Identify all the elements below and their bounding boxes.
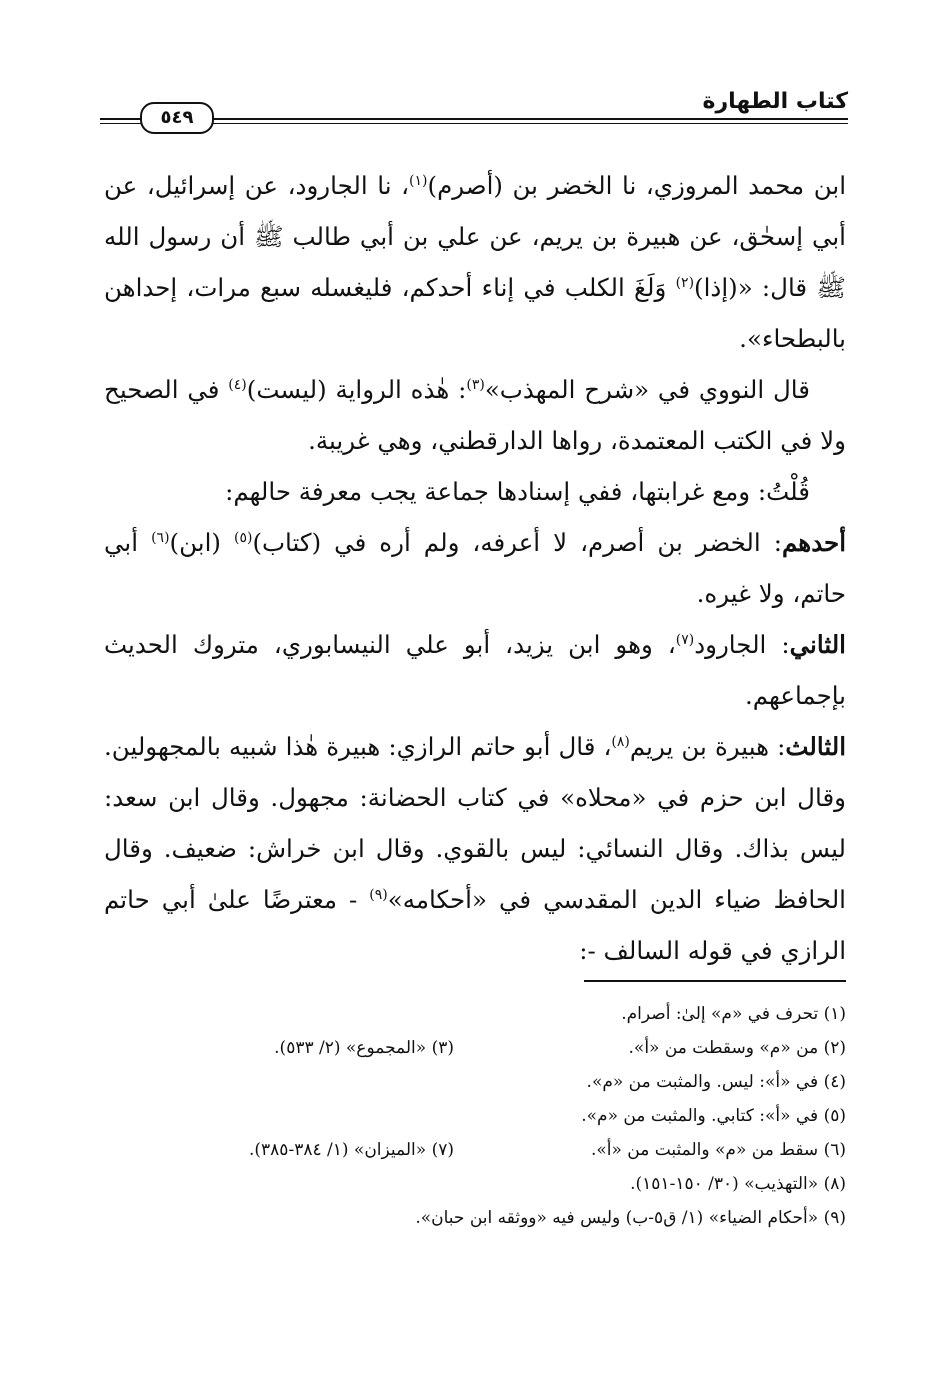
text-run: (ابن) [169,528,234,557]
paragraph-2 [104,364,846,466]
paragraph-3 [104,466,846,517]
footnote-row [104,1065,846,1099]
paragraph-5 [104,619,846,721]
page-header [100,88,848,128]
footnote-4: (٤) في «أ»: ليس. والمثبت من «م». [586,1072,846,1092]
footnote-9: (٩) «أحكام الضياء» (١/ ق٥-ب) وليس فيه «ووثقه ابن حبان». [415,1208,846,1228]
paragraph-lead: الثاني [789,630,846,659]
text-run: : الخضر بن أصرم، لا أعرفه، ولم أره في (كتاب) [252,528,782,557]
text-run: ، وهو ابن يزيد، أبو علي النيسابوري، متروك الحديث بإجماعهم. [104,630,846,710]
text-run: ، قال أبو حاتم الرازي: هبيرة هٰذا شبيه بالمجهولين. وقال ابن حزم في «محلاه» في كتاب الحضانة: مجهول. وقال ابن سعد: ليس بذاك. وقال النسائي: ليس بالقوي. وقال ابن خراش: ضعيف. وقال الحافظ ضياء الدين المقدسي في «أحكامه» [104,732,846,914]
footnote-ref: (٦) [151,529,170,546]
footnote-row [104,997,846,1031]
text-run: ، نا الجارود، عن إسرائيل، عن أبي إسحٰق، عن هبيرة بن يريم، عن علي بن أبي طالب ﷺ أن رسول الله ﷺ قال: «(إذا) [104,171,846,302]
footnote-2: (٢) من «م» وسقطت من «أ». [628,1038,846,1058]
text-run: أبي حاتم، ولا غيره. [104,528,846,608]
footnote-5: (٥) في «أ»: كتابي. والمثبت من «م». [581,1106,846,1126]
text-run: : هٰذه الرواية (ليست) [246,375,467,404]
footnotes [104,997,846,1235]
footnote-ref: (١) [409,172,428,189]
footnote-ref: (٤) [228,376,247,393]
paragraph-1 [104,160,846,364]
footnote-ref: (٥) [233,529,253,546]
page-number: ٥٤٩ [140,102,214,134]
text-run: وَلَغَ الكلب في إناء أحدكم، فليغسله سبع مرات، إحداهن بالبطحاء». [104,273,846,353]
footnote-row [104,1133,846,1167]
footnote-separator [584,980,846,982]
paragraph-4 [104,517,846,619]
footnote-1: (١) تحرف في «م» إلىٰ: أصرام. [621,1004,846,1024]
footnote-row [104,1099,846,1133]
footnote-ref: (٧) [675,631,695,648]
text-run: : الجارود [694,630,790,659]
text-run: : هبيرة بن يريم [629,732,786,761]
text-run: - معترضًا علىٰ أبي حاتم الرازي في قوله السالف -: [104,885,846,965]
footnote-ref: (٩) [369,886,388,903]
paragraph-6 [104,721,846,976]
paragraph-lead: أحدهم [781,528,847,557]
footnote-8: (٨) «التهذيب» (٣٠/ ١٥٠-١٥١). [630,1174,846,1194]
main-text [104,160,846,976]
footnote-ref: (٢) [675,274,695,291]
text-run: ابن محمد المروزي، نا الخضر بن (أصرم) [427,171,846,200]
paragraph-lead: الثالث [785,732,846,761]
footnote-3: (٣) «المجموع» (٢/ ٥٣٣). [274,1038,454,1058]
text-run: في الصحيح ولا في الكتب المعتمدة، رواها الدارقطني، وهي غريبة. [104,375,846,455]
footnote-6: (٦) سقط من «م» والمثبت من «أ». [590,1140,846,1160]
footnote-ref: (٨) [611,733,630,750]
footnote-row [104,1031,846,1065]
text-run: قُلْتُ: ومع غرابتها، ففي إسنادها جماعة يجب معرفة حالهم: [225,477,810,506]
footnote-row [104,1167,846,1201]
footnote-ref: (٣) [466,376,485,393]
book-title: كتاب الطهارة [702,89,848,114]
footnote-row [104,1201,846,1235]
text-run: قال النووي في «شرح المهذب» [484,375,810,404]
footnote-7: (٧) «الميزان» (١/ ٣٨٤-٣٨٥). [249,1140,454,1160]
